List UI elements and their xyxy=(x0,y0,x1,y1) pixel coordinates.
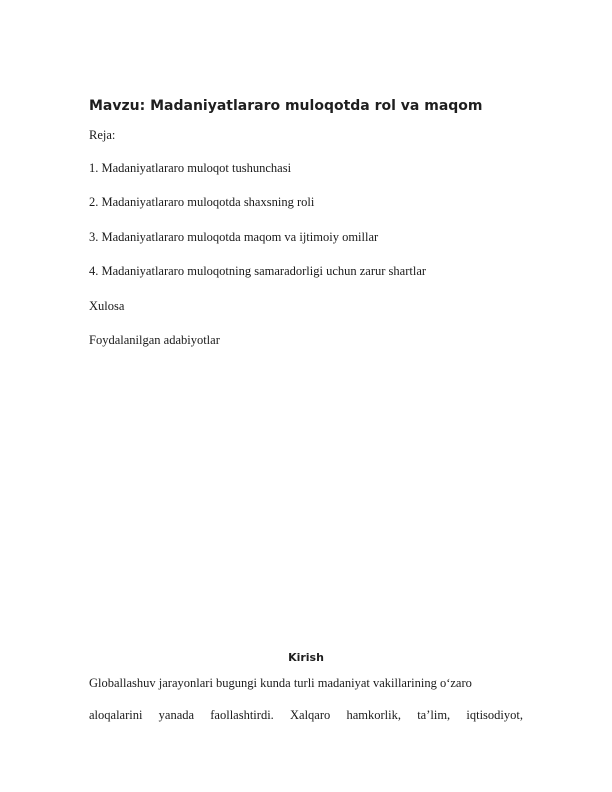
plan-item: 3. Madaniyatlararo muloqotda maqom va ijtimoiy omillar xyxy=(89,230,379,244)
plan-item: 2. Madaniyatlararo muloqotda shaxsning roli xyxy=(89,195,315,209)
document-title: Mavzu: Madaniyatlararo muloqotda rol va maqom xyxy=(89,98,483,114)
intro-heading: Kirish xyxy=(288,651,324,664)
intro-paragraph-line: Globallashuv jarayonlari bugungi kunda turli madaniyat vakillarining o‘zaro xyxy=(89,676,472,690)
plan-label: Reja: xyxy=(89,128,116,142)
plan-item: 4. Madaniyatlararo muloqotning samaradorligi uchun zarur shartlar xyxy=(89,264,427,278)
plan-item: 1. Madaniyatlararo muloqot tushunchasi xyxy=(89,161,292,175)
intro-paragraph-line: aloqalarini yanada faollashtirdi. Xalqaro hamkorlik, ta’lim, iqtisodiyot, xyxy=(89,708,523,722)
plan-item: Xulosa xyxy=(89,299,125,313)
plan-item: Foydalanilgan adabiyotlar xyxy=(89,333,220,347)
